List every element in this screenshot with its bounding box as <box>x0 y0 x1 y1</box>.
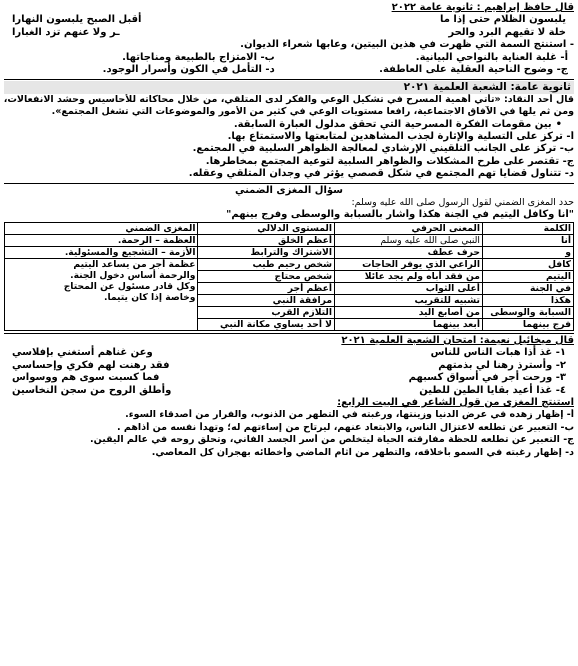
cell-semantic: أعظم أجر <box>198 282 335 294</box>
verse-first-half: ٢- وأسترذ رهنا لي بذمتهم <box>438 359 566 371</box>
cell-semantic: شخص محتاج <box>198 270 335 282</box>
verse-first-half: ٤- غذا أعيد بقايا الطين للطين <box>419 384 566 396</box>
poem-verse <box>4 360 574 372</box>
section1-options-row-1 <box>4 52 574 65</box>
verse-second-half: فقد رهنت لهم فكري وإحساسي <box>12 359 170 371</box>
section2-option-a: أ- تركز على التسلية والإثارة لجذب المشاهدين لمتابعتها والاستمتاع بها. <box>227 131 574 143</box>
table-header-row <box>5 222 574 234</box>
verse-first-half: ٣- ورحت أجر في أسواق كسبهم <box>408 372 566 384</box>
cell-implied: الأزمة – التشجيع والمسئولية. <box>5 246 198 258</box>
verse-second-half: ـر ولا عنهم تزد الغبارا <box>12 26 120 38</box>
header-word: الكلمة <box>482 222 573 234</box>
critic-quote-line-1: قال أحد النقاد: «تأتي أهمية المسرح في تشكيل الوعي والفكر لدى المتلقي، من خلال محاكاته للأحاسيس وحشد الانفعالات، <box>4 93 574 105</box>
cell-semantic: مرافقة النبي <box>198 294 335 306</box>
option-d: د- التأمل في الكون وأسرار الوجود. <box>102 64 275 76</box>
section3-intro: حدد المغزى الضمني لقول الرسول صلى الله عليه وسلم: <box>351 197 574 209</box>
poem-verse <box>4 372 574 384</box>
table-row <box>5 246 574 258</box>
section2-option-d: د- تتناول قضايا تهم المجتمع في شكل قصصي يؤثر في وجدان المتلقي وعقله. <box>188 168 574 180</box>
cell-word: هكذا <box>482 294 573 306</box>
cell-literal: من فقد أباه ولم يجد عائلا <box>335 270 483 282</box>
verse-second-half: فما كسبت سوى هم ووسواس <box>12 372 160 384</box>
divider <box>4 333 574 334</box>
section1-question: - استنتج السمة التي ظهرت في هذين البيتين، وعابها شعراء الديوان. <box>240 39 574 51</box>
cell-implied-merged: عظمة أجر من يساعد اليتيم والرحمة أساس دخول الجنة. وكل قادر مسئول عن المحتاج وخاصة إذا كان يتيما. <box>5 258 198 330</box>
cell-implied: العظمة – الرحمة. <box>5 234 198 246</box>
header-literal: المعنى الحرفي <box>335 222 483 234</box>
cell-semantic: شخص رحيم طيب <box>198 258 335 270</box>
cell-word: السبابة والوسطى <box>482 306 573 318</box>
poem-verse-1 <box>4 14 574 26</box>
section4-option-d: د- إظهار رغبته في السمو بأخلاقه، والتطهر من آثام الماضي وأخطائه بهجران كل المعاصي. <box>151 446 574 458</box>
option-a: أ- غلبة العناية بالنواحي البيانية. <box>415 51 568 63</box>
verse-first-half: يلبسون الظلام حتى إذا ما <box>439 14 566 26</box>
cell-literal: حرف عطف <box>335 246 483 258</box>
cell-literal: النبي صلى الله عليه وسلم <box>335 234 483 246</box>
poem-verse <box>4 385 574 397</box>
critic-quote-line-2: ومن ثم يلها في الآفاق الاجتماعية، رافعا مستويات الوعي في كثير من الأمور والموضوعات التي تشغل المجتمع». <box>51 106 574 118</box>
table-row <box>5 234 574 246</box>
meaning-table <box>4 222 574 331</box>
cell-semantic: الاشتراك والترابط <box>198 246 335 258</box>
verse-second-half: وأطلق الروح من سجن النخاسين <box>12 384 172 396</box>
header-semantic: المستوى الدلالي <box>198 222 335 234</box>
hadith-text: "أنا وكافل اليتيم في الجنة هكذا وأشار بالسبابة والوسطى وفرج بينهم" <box>226 209 574 221</box>
cell-literal: من أصابع اليد <box>335 306 483 318</box>
cell-word: في الجنة <box>482 282 573 294</box>
option-c: ج- وضوح الناحية العقلية على العاطفة. <box>379 64 568 76</box>
section2-option-c: ج- تقتصر على طرح المشكلات والظواهر السلبية لتوعية المجتمع بمخاطرها. <box>205 155 574 167</box>
cell-literal: أبعد بينهما <box>335 318 483 330</box>
cell-word: و <box>482 246 573 258</box>
section1-title: قال حافظ إبراهيم : ثانوية عامة ٢٠٢٢ <box>391 2 574 13</box>
verse-second-half: أقبل الصبح يلبسون النهارا <box>12 14 142 26</box>
section4-option-c: ج- التعبير عن تطلعه للحظة مفارقته الحياة ليتخلص من أسر الجسد الفاني، وتحلق روحه في عالم اليقين. <box>90 434 574 446</box>
poem-verse-2 <box>4 27 574 39</box>
cell-word: اليتيم <box>482 270 573 282</box>
cell-word: كافل <box>482 258 573 270</box>
section4-title: قال ميخائيل نعيمة: امتحان الشعبة العلمية ٢٠٢١ <box>341 334 574 346</box>
table-row <box>5 258 574 270</box>
cell-literal: أعلى الثواب <box>335 282 483 294</box>
verse-first-half: خلة لا تقيهم البرد والحر <box>448 26 566 38</box>
cell-word: أنا <box>482 234 573 246</box>
cell-literal: تشبيه للتقريب <box>335 294 483 306</box>
section4-option-a: أ- إظهار زهده في عرض الدنيا وزينتها، ورغبته في التطهر من الذنوب، والفرار من أصدقاء السوء. <box>125 409 574 421</box>
cell-semantic: لا أحد يساوي مكانة النبي <box>198 318 335 330</box>
section2-option-b: ب- تركز على الجانب التلقيني الإرشادي لمعالجة الظواهر السلبية في المجتمع. <box>192 143 574 155</box>
header-implied: المغزى الضمني <box>5 222 198 234</box>
cell-semantic: التلازم القرب <box>198 306 335 318</box>
verse-first-half: ١- غذ أذا هبات الناس للناس <box>430 347 566 359</box>
option-b: ب- الامتزاج بالطبيعة ومناجاتها. <box>122 51 275 63</box>
poem-verse <box>4 347 574 359</box>
cell-word: فرج بينهما <box>482 318 573 330</box>
cell-semantic: أعظم الخلق <box>198 234 335 246</box>
section2-title: ثانوية عامة: الشعبة العلمية ٢٠٢١ <box>4 81 574 94</box>
section4-option-b: ب- التعبير عن تطلعه لاعتزال الناس، والابتعاد عنهم، ليرتاح من إساءتهم له؛ وتهدأ نفسه من أذاهم . <box>116 421 574 433</box>
verse-second-half: وعن غناهم أستغني بإفلاسي <box>12 347 153 359</box>
divider <box>4 79 574 80</box>
divider <box>4 183 574 184</box>
cell-literal: الراعي الذي يوفر الحاجات <box>335 258 483 270</box>
section2-question: • بين مقومات الفكرة المسرحية التي تحقق مدلول العبارة السابقة. <box>4 119 574 131</box>
section4-question: استنتج المغزى من قول الشاعر في البيت الرابع: <box>337 396 574 408</box>
section1-options-row-2 <box>4 64 574 77</box>
section3-title: سؤال المغزى الضمني <box>234 184 344 196</box>
